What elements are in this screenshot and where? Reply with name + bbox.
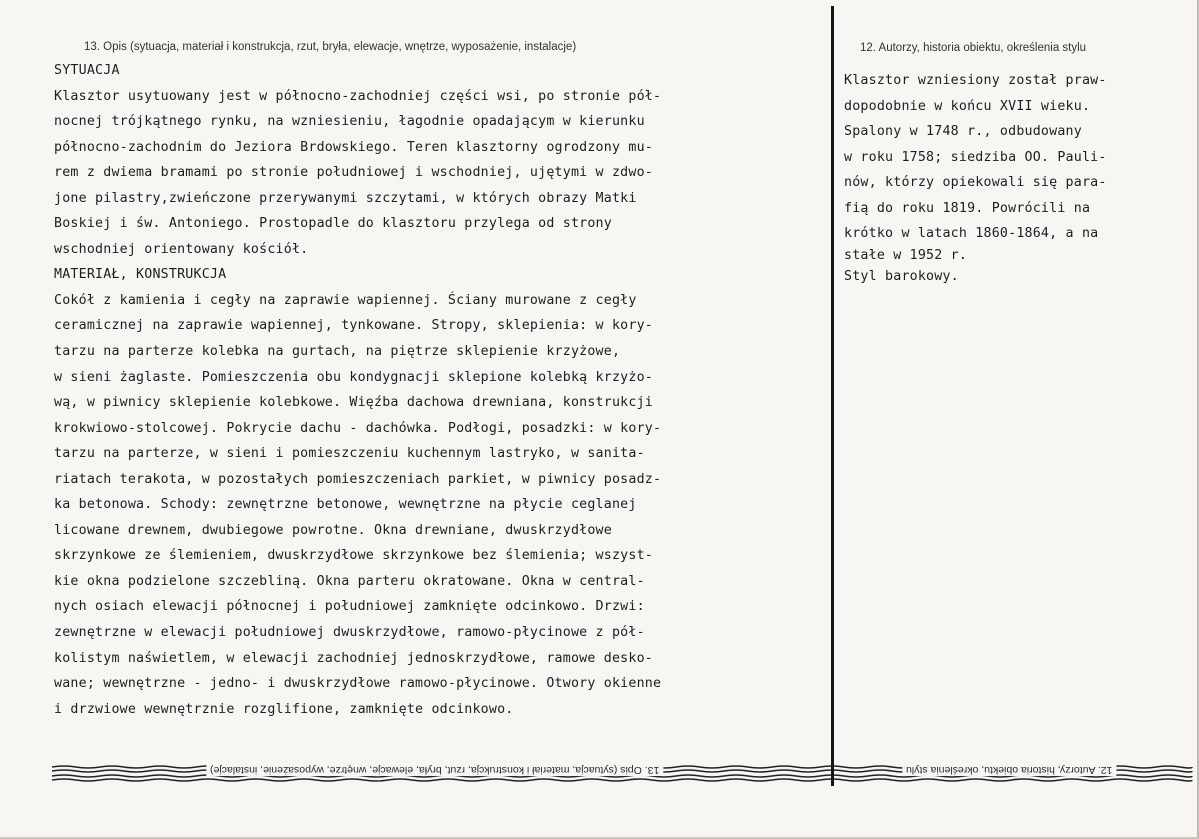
description-line: rem z dwiema bramami po stronie południowej i wschodniej, ujętymi w zdwo- — [54, 165, 653, 181]
history-section-header: 12. Autorzy, historia obiektu, określenia stylu — [860, 42, 1087, 54]
history-line: nów, którzy opiekowali się para- — [844, 175, 1107, 190]
mirrored-description-header: 13. Opis (sytuacja, materiał i konstrukcja, rzut, bryła, elewacje, wnętrze, wyposażenie, instalacje) — [206, 764, 663, 776]
description-line: kolistym naświetlem, w elewacji zachodniej jednoskrzydłowe, ramowe desko- — [54, 650, 653, 666]
mirrored-history-header: 12. Autorzy, historia obiektu, określenia stylu — [902, 764, 1116, 776]
description-line: wane; wewnętrzne - jedno- i dwuskrzydłowe ramowo-płycinowe. Otwory okienne — [54, 676, 662, 692]
description-line: ceramicznej na zaprawie wapiennej, tynkowane. Stropy, sklepienia: w kory- — [54, 318, 653, 334]
description-line: i drzwiowe wewnętrznie rozglifione, zamknięte odcinkowo. — [54, 701, 514, 717]
description-line: wschodniej orientowany kościół. — [54, 241, 309, 257]
description-line: skrzynkowe ze ślemieniem, dwuskrzydłowe skrzynkowe bez ślemienia; wszyst- — [54, 548, 653, 564]
description-line: północno-zachodnim do Jeziora Brdowskiego. Teren klasztorny ogrodzony mu- — [54, 139, 653, 155]
description-line: zewnętrzne w elewacji południowej dwuskrzydłowe, ramowo-płycinowe z pół- — [54, 625, 645, 641]
description-line: krokwiowo-stolcowej. Pokrycie dachu - dachówka. Podłogi, posadzki: w kory- — [54, 420, 662, 436]
description-line: licowane drewnem, dwubiegowe powrotne. Okna drewniane, dwuskrzydłowe — [54, 522, 612, 538]
description-line: MATERIAŁ, KONSTRUKCJA — [54, 267, 227, 283]
description-line: nocnej trójkątnego rynku, na wzniesieniu, łagodnie opadającym w kierunku — [54, 114, 645, 130]
description-text — [54, 58, 661, 722]
history-text — [844, 68, 1107, 289]
description-line: Klasztor usytuowany jest w północno-zachodniej części wsi, po stronie pół- — [54, 88, 662, 104]
description-line: tarzu na parterze kolebka na gurtach, na piętrze sklepienie krzyżowe, — [54, 344, 621, 360]
history-line: krótko w latach 1860-1864, a na — [844, 226, 1099, 241]
description-line: tarzu na parterze, w sieni i pomieszczeniu kuchennym lastryko, w sanita- — [54, 446, 645, 462]
column-divider — [831, 6, 834, 778]
history-line: dopodobnie w końcu XVII wieku. — [844, 98, 1091, 114]
description-section-header: 13. Opis (sytuacja, materiał i konstrukcja, rzut, bryła, elewacje, wnętrze, wyposażenie, instalacje) — [84, 41, 577, 53]
history-line: Klasztor wzniesiony został praw- — [844, 73, 1107, 88]
description-line: jone pilastry,zwieńczone przerywanymi szczytami, w których obrazy Matki — [54, 190, 637, 206]
history-line: fią do roku 1819. Powrócili na — [844, 200, 1091, 216]
description-line: riatach terakota, w pozostałych pomieszczeniach parkiet, w piwnicy posadz- — [54, 471, 662, 487]
description-line: SYTUACJA — [54, 63, 120, 78]
description-line: nych osiach elewacji północnej i południowej zamknięte odcinkowo. Drzwi: — [54, 599, 645, 615]
description-line: kie okna podzielone szczebliną. Okna parteru okratowane. Okna w central- — [54, 573, 645, 589]
description-line: w sieni żaglaste. Pomieszczenia obu kondygnacji sklepione kolebką krzyżo- — [54, 369, 653, 385]
description-line: Cokół z kamienia i cegły na zaprawie wapiennej. Ściany murowane z cegły — [54, 292, 637, 308]
history-line: w roku 1758; siedziba OO. Pauli- — [844, 149, 1107, 165]
history-line: Styl barokowy. — [844, 268, 959, 284]
history-line: Spalony w 1748 r., odbudowany — [844, 124, 1082, 139]
description-line: ka betonowa. Schody: zewnętrzne betonowe, wewnętrzne na płycie ceglanej — [54, 497, 637, 513]
description-line: wą, w piwnicy sklepienie kolebkowe. Więźba dachowa drewniana, konstrukcji — [54, 395, 653, 411]
history-line: stałe w 1952 r. — [844, 247, 968, 263]
description-line: Boskiej i św. Antoniego. Prostopadle do klasztoru przylega od strony — [54, 216, 612, 232]
